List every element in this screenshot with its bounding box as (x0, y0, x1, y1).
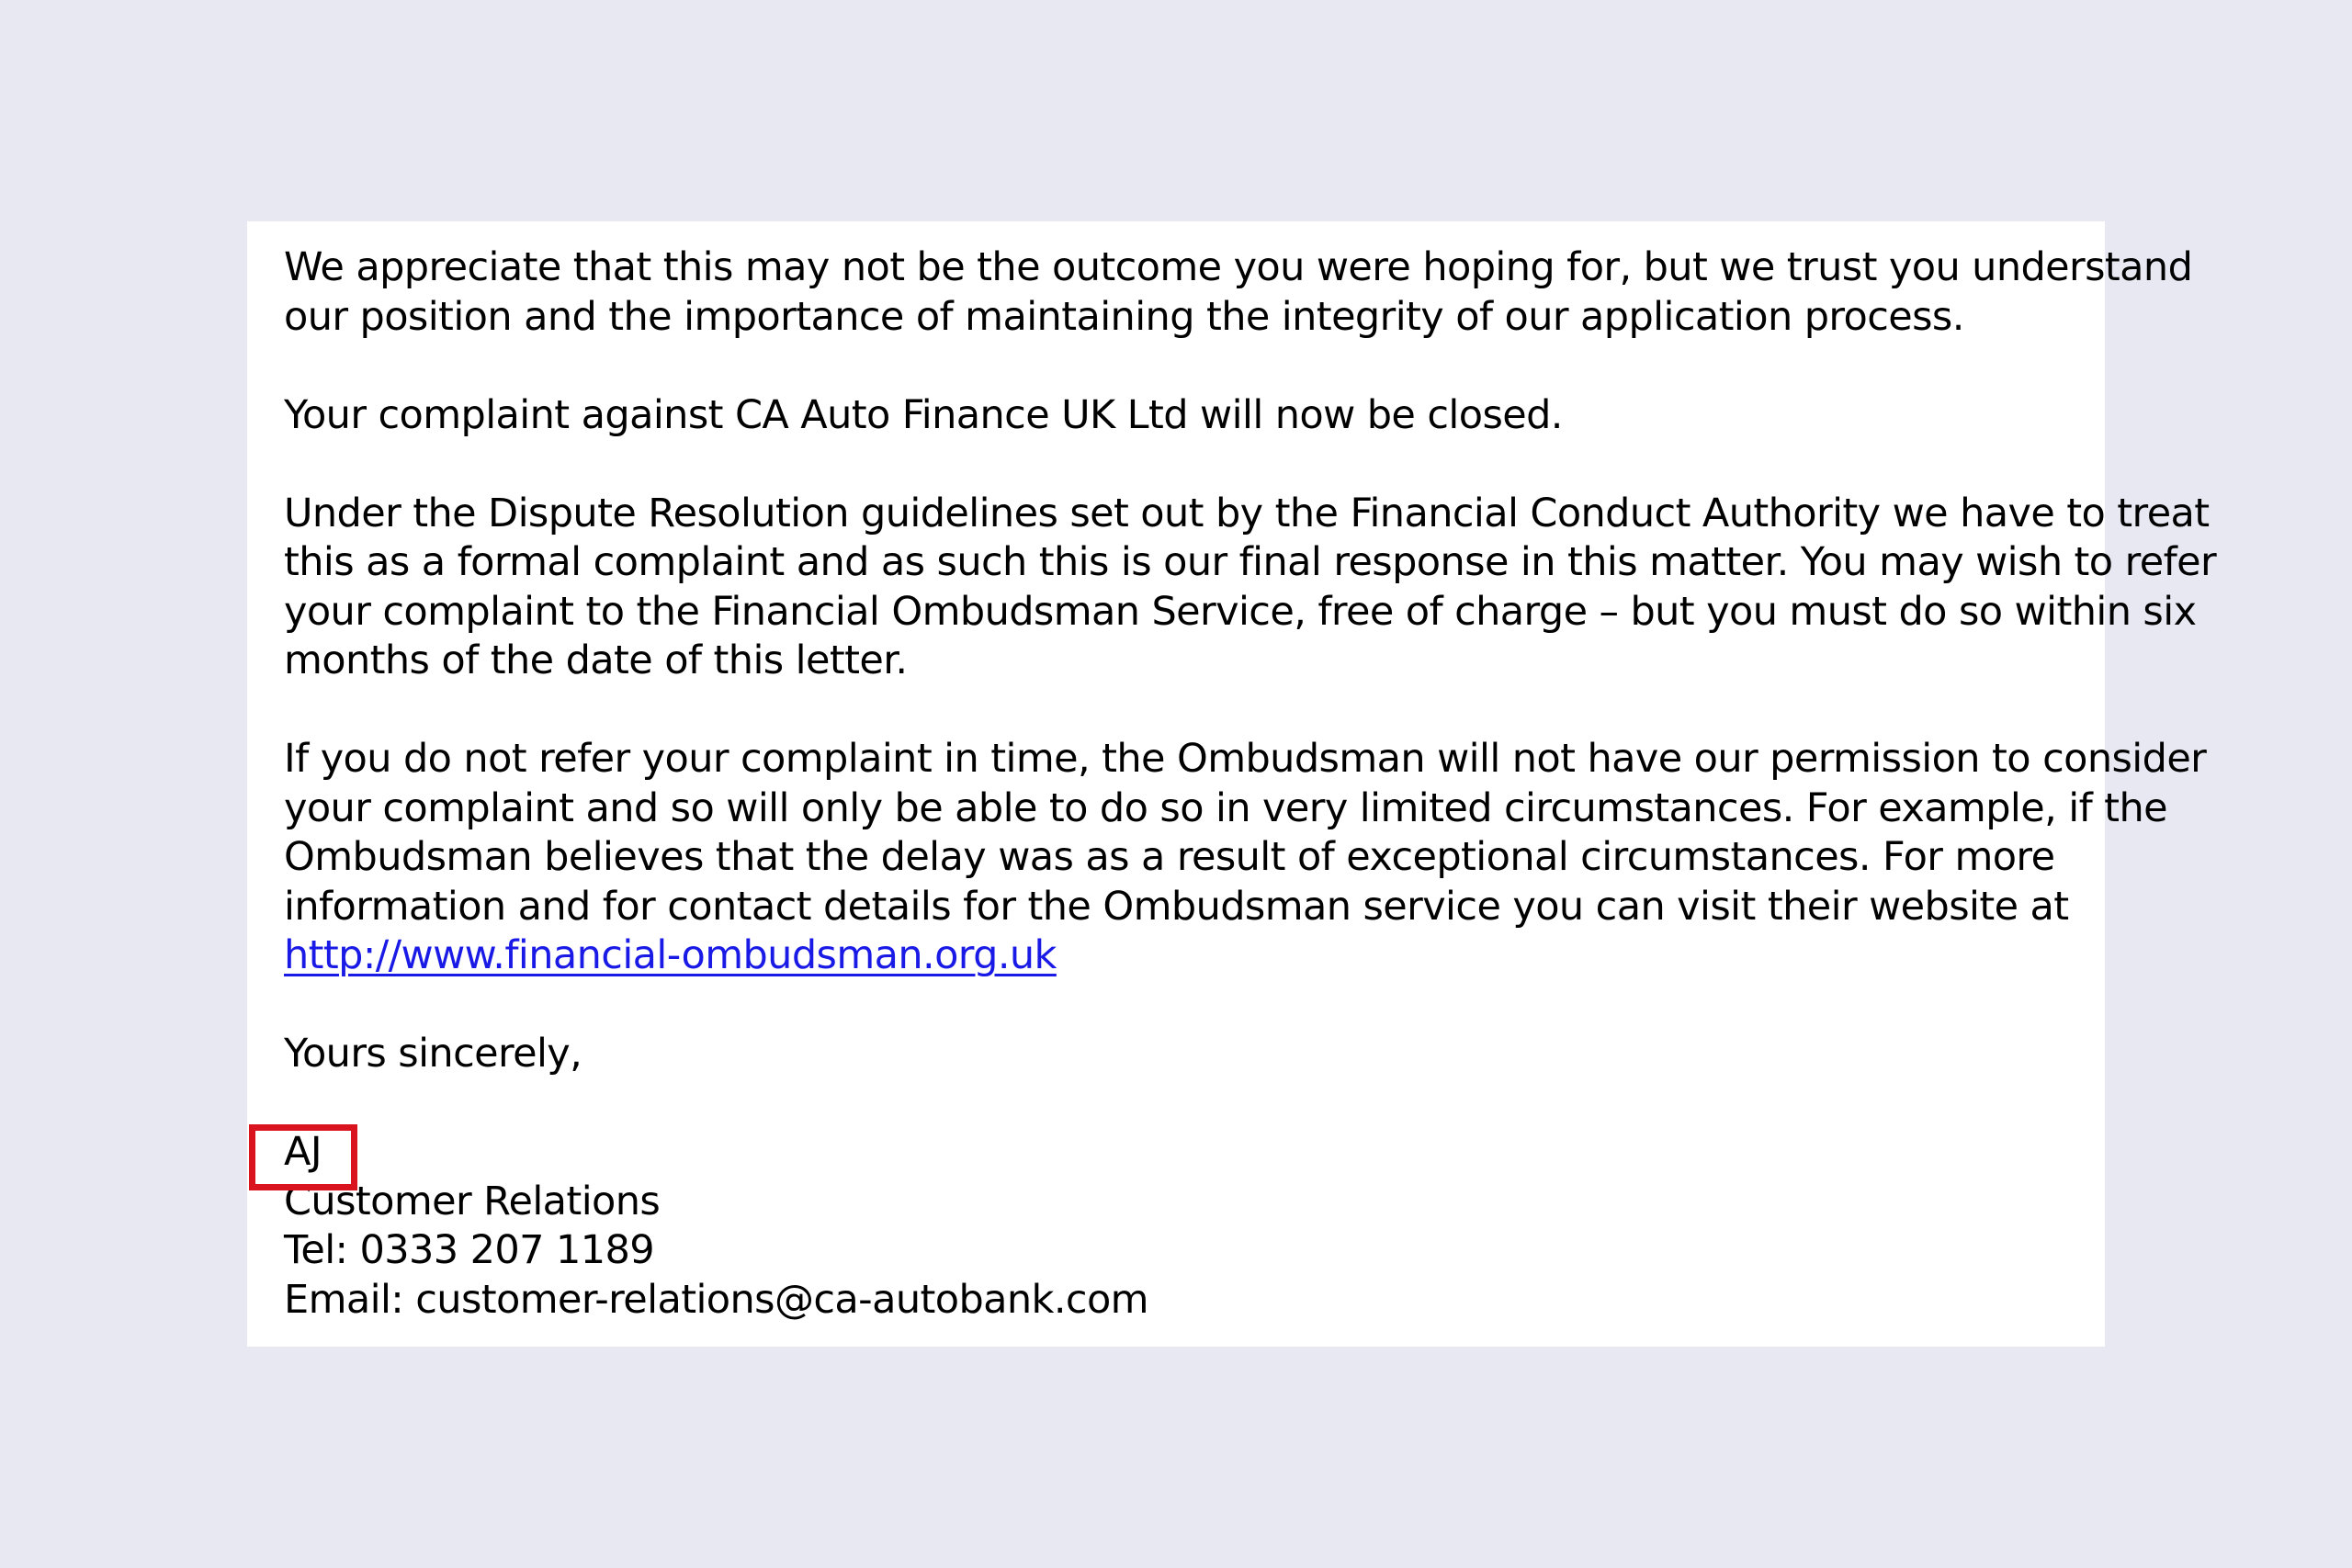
text-line: If you do not refer your complaint in time, the Ombudsman will not have our permission to consider (284, 736, 2207, 782)
paragraph-outcome (284, 243, 2193, 342)
paragraph-dispute-resolution (284, 490, 2217, 686)
signature-email: Email: customer-relations@ca-autobank.com (284, 1276, 1148, 1323)
signature-initials: AJ (284, 1129, 322, 1175)
paragraph-complaint-closed (284, 391, 2098, 441)
highlight-box (249, 1124, 357, 1190)
text-line: Ombudsman believes that the delay was as a result of exceptional circumstances. For more (284, 834, 2055, 880)
ombudsman-website-link[interactable]: http://www.financial-ombudsman.org.uk (284, 932, 1057, 978)
signature-block (284, 1128, 2098, 1325)
text-line: information and for contact details for the Ombudsman service you can visit their website at (284, 883, 2069, 930)
signature-telephone: Tel: 0333 207 1189 (284, 1227, 654, 1273)
closing (284, 1030, 2098, 1079)
closing-text: Yours sincerely, (284, 1031, 582, 1077)
signature-initials-wrap (284, 1128, 2098, 1178)
signature-department: Customer Relations (284, 1178, 661, 1224)
text-line: Under the Dispute Resolution guidelines set out by the Financial Conduct Authority we have to treat (284, 490, 2210, 536)
text-line: months of the date of this letter. (284, 637, 908, 683)
text-line: We appreciate that this may not be the outcome you were hoping for, but we trust you understand (284, 244, 2193, 290)
letter-body (284, 243, 2217, 1325)
letter-panel (247, 221, 2217, 1347)
paragraph-ombudsman (284, 735, 2207, 981)
text-line: your complaint and so will only be able to do so in very limited circumstances. For example, if the (284, 784, 2167, 831)
text-line: our position and the importance of maintaining the integrity of our application process. (284, 293, 1964, 340)
text-line: this as a formal complaint and as such this is our final response in this matter. You may wish to refer (284, 539, 2217, 585)
text-line: your complaint to the Financial Ombudsman Service, free of charge – but you must do so within six (284, 588, 2197, 635)
text-line: Your complaint against CA Auto Finance UK Ltd will now be closed. (284, 391, 1563, 438)
